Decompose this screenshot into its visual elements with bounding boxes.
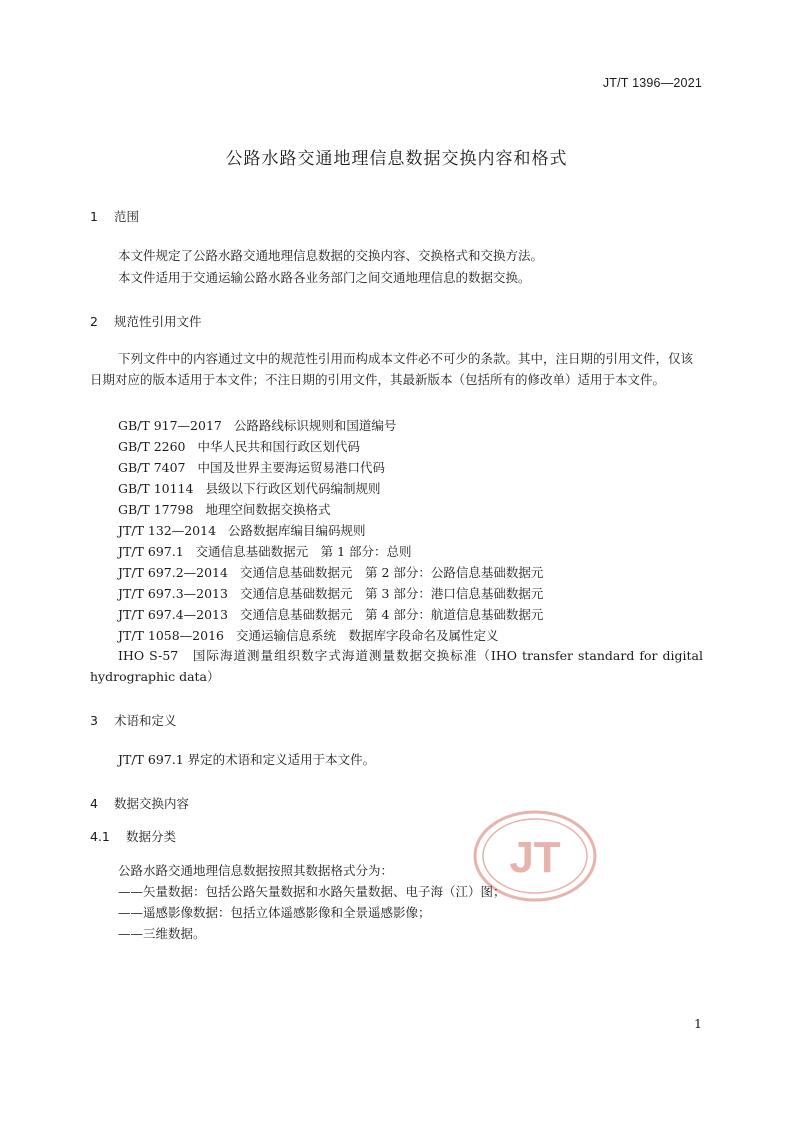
reference-code: GB/T 2260: [118, 439, 186, 454]
reference-item: [118, 605, 543, 623]
reference-title: 地理空间数据交换格式: [205, 502, 331, 517]
section-title: 术语和定义: [114, 713, 177, 728]
reference-code: JT/T 132—2014: [118, 523, 217, 538]
reference-item: [118, 437, 360, 455]
subsection-title: 数据分类: [126, 829, 177, 844]
reference-item: [118, 500, 330, 518]
classification-item: ——矢量数据：包括公路矢量数据和水路矢量数据、电子海（江）图；: [118, 884, 506, 899]
reference-item: [118, 542, 412, 560]
reference-code: GB/T 17798: [118, 502, 194, 517]
reference-code: JT/T 697.3—2013: [118, 586, 228, 601]
reference-title: 交通信息基础数据元 第 3 部分：港口信息基础数据元: [239, 586, 544, 601]
scope-paragraph: 本文件适用于交通运输公路水路各业务部门之间交通地理信息的数据交换。: [118, 270, 531, 285]
reference-item: [118, 626, 499, 644]
reference-code: GB/T 10114: [118, 481, 194, 496]
reference-title: 公路数据库编目编码规则: [228, 523, 366, 538]
reference-code: JT/T 697.4—2013: [118, 607, 228, 622]
iho-reference: IHO S-57 国际海道测量组织数字式海道测量数据交换标准（IHO transfer standard for digital hydrographic data）: [90, 648, 703, 684]
reference-title: 中华人民共和国行政区划代码: [197, 439, 361, 454]
reference-code: GB/T 7407: [118, 460, 186, 475]
reference-item: [118, 584, 543, 602]
reference-code: JT/T 697.1: [118, 544, 184, 559]
page-number: 1: [694, 1016, 702, 1031]
classification-item: ——三维数据。: [118, 926, 206, 941]
stamp-text: JT: [509, 833, 561, 882]
reference-item: [118, 458, 385, 476]
jt-watermark-stamp: [470, 808, 600, 904]
scope-paragraph: 本文件规定了公路水路交通地理信息数据的交换内容、交换格式和交换方法。: [118, 248, 544, 263]
section-number: 1: [90, 209, 98, 224]
document-title: 公路水路交通地理信息数据交换内容和格式: [225, 149, 568, 169]
reference-title: 交通运输信息系统 数据库字段命名及属性定义: [236, 628, 499, 643]
classification-item: ——遥感影像数据：包括立体遥感影像和全景遥感影像；: [118, 905, 431, 920]
standard-code: JT/T 1396—2021: [602, 76, 702, 90]
section-3-heading: [90, 711, 177, 729]
reference-title: 交通信息基础数据元 第 2 部分：公路信息基础数据元: [239, 565, 544, 580]
reference-code: JT/T 1058—2016: [118, 628, 224, 643]
subsection-number: 4.1: [90, 829, 110, 844]
reference-item: [118, 479, 380, 497]
reference-item: [118, 416, 396, 434]
section-title: 规范性引用文件: [114, 314, 202, 329]
reference-item: [118, 563, 543, 581]
classification-intro: 公路水路交通地理信息数据按照其数据格式分为：: [118, 863, 394, 878]
section-2-heading: [90, 312, 202, 330]
reference-title: 交通信息基础数据元 第 1 部分：总则: [195, 544, 412, 559]
reference-title: 交通信息基础数据元 第 4 部分：航道信息基础数据元: [239, 607, 544, 622]
section-number: 3: [90, 713, 98, 728]
terms-paragraph: JT/T 697.1 界定的术语和定义适用于本文件。: [118, 752, 376, 767]
references-intro: 下列文件中的内容通过文中的规范性引用而构成本文件必不可少的条款。其中，注日期的引用文件，仅该日期对应的版本适用于本文件；不注日期的引用文件，其最新版本（包括所有的修改单）适用于本文件。: [90, 351, 694, 387]
reference-item: [118, 521, 366, 539]
section-title: 范围: [114, 209, 140, 224]
reference-title: 中国及世界主要海运贸易港口代码: [197, 460, 386, 475]
reference-title: 县级以下行政区划代码编制规则: [205, 481, 381, 496]
reference-code: GB/T 917—2017: [118, 418, 222, 433]
section-1-heading: [90, 207, 139, 225]
section-title: 数据交换内容: [114, 796, 190, 811]
section-4-heading: [90, 794, 189, 812]
section-number: 4: [90, 796, 98, 811]
reference-title: 公路路线标识规则和国道编号: [233, 418, 397, 433]
subsection-4-1-heading: [90, 827, 176, 845]
section-number: 2: [90, 314, 98, 329]
reference-code: JT/T 697.2—2014: [118, 565, 228, 580]
